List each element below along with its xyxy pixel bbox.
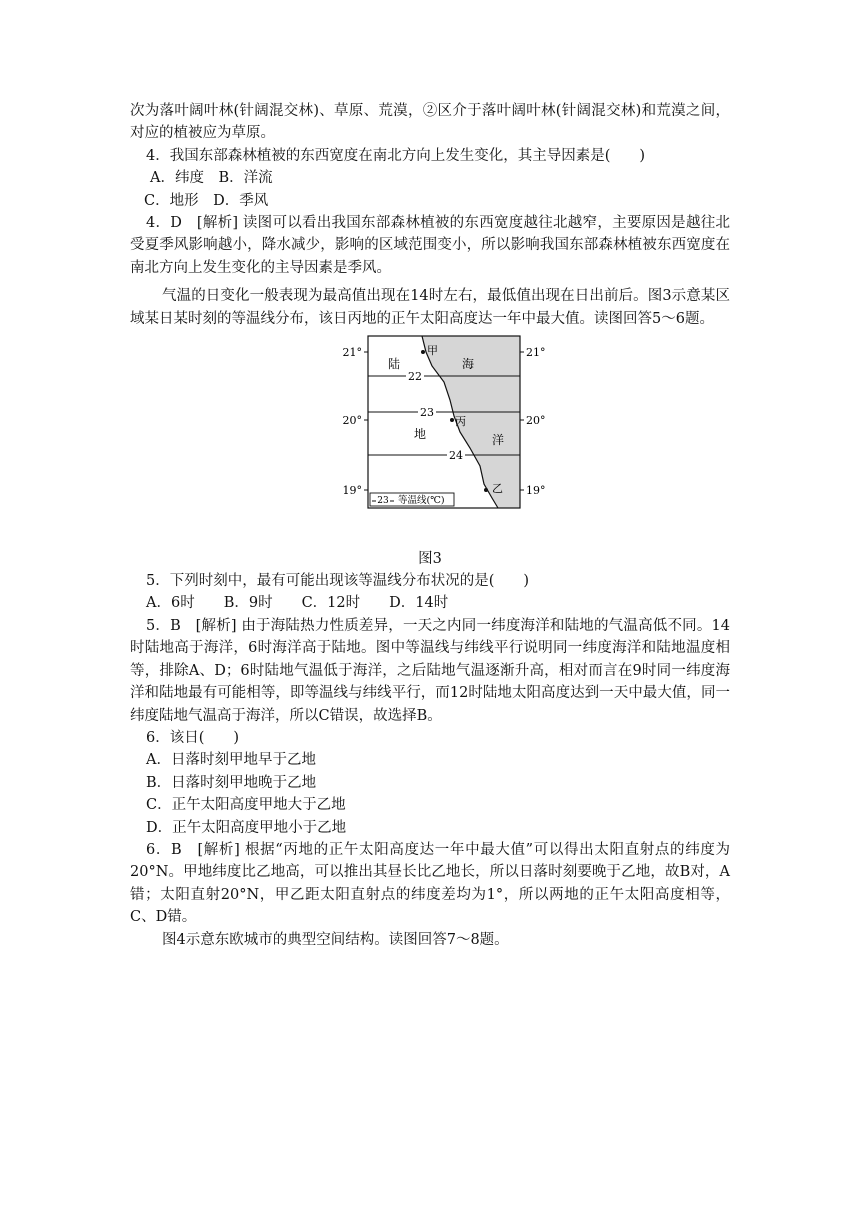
question-5-stem: 5．下列时刻中，最有可能出现该等温线分布状况的是( ) <box>146 573 530 590</box>
question-6-option-d: D．正午太阳高度甲地小于乙地 <box>146 819 347 836</box>
figure-3 <box>130 330 730 548</box>
place-jia: 甲 <box>427 344 438 358</box>
isotherm-map <box>130 330 730 548</box>
document-page <box>130 100 730 951</box>
question-6-option-a: A．日落时刻甲地早于乙地 <box>146 752 316 769</box>
place-yi: 乙 <box>492 482 503 496</box>
question-5-answer: 5．B [解析] 由于海陆热力性质差异，一天之内同一纬度海洋和陆地的气温高低不同。14时陆地高于海洋，6时海洋高于陆地。图中等温线与纬线平行说明同一纬度海洋和陆地温度相等，排除A、D；6时陆地气温低于海洋，之后陆地气温逐渐升高，相对而言在9时同一纬度海洋和陆地最有可能相等，即等温线与纬线平行，而12时陆地太阳高度达到一天中最大值，同一纬度陆地气温高于海洋，所以C错误，故选择B。 <box>130 617 730 724</box>
isotherm-label-22: 22 <box>408 370 422 384</box>
sea-char-2: 洋 <box>492 433 505 448</box>
legend-value: 23 <box>377 496 389 507</box>
lat-label-20-left: 20° <box>342 414 362 428</box>
legend-text: 等温线(℃) <box>398 495 445 507</box>
lat-label-19-left: 19° <box>342 484 362 498</box>
question-4-options-1: A．纬度 B．洋流 <box>150 170 273 187</box>
question-4-stem: 4．我国东部森林植被的东西宽度在南北方向上发生变化，其主导因素是( ) <box>146 147 646 164</box>
intro-5-6: 气温的日变化一般表现为最高值出现在14时左右，最低值出现在日出前后。图3示意某区域某日某时刻的等温线分布，该日丙地的正午太阳高度达一年中最大值。读图回答5～6题。 <box>130 288 730 327</box>
intro-7-8: 图4示意东欧城市的典型空间结构。读图回答7～8题。 <box>162 931 509 948</box>
question-5-options: A．6时 B．9时 C．12时 D．14时 <box>146 595 449 612</box>
land-char-1: 陆 <box>388 357 401 372</box>
lat-label-21-left: 21° <box>342 346 362 360</box>
place-bing: 丙 <box>455 415 466 429</box>
point-jia <box>421 350 425 354</box>
isotherm-label-23: 23 <box>420 406 434 420</box>
question-6-answer: 6．B [解析] 根据“丙地的正午太阳高度达一年中最大值”可以得出太阳直射点的纬度为20°N。甲地纬度比乙地高，可以推出其昼长比乙地长，所以日落时刻要晚于乙地，故B对，A错；太阳直射20°N，甲乙距太阳直射点的纬度差均为1°，所以两地的正午太阳高度相等，C、D错。 <box>130 841 730 926</box>
question-6-option-b: B．日落时刻甲地晚于乙地 <box>146 774 317 791</box>
isotherm-label-24: 24 <box>449 449 463 463</box>
question-4-answer: 4．D [解析] 读图可以看出我国东部森林植被的东西宽度越往北越窄，主要原因是越往北受夏季风影响越小，降水减少，影响的区域范围变小，所以影响我国东部森林植被东西宽度在南北方向上发生变化的主导因素是季风。 <box>130 215 730 276</box>
point-bing <box>450 418 454 422</box>
sea-char-1: 海 <box>462 357 475 372</box>
paragraph-top: 次为落叶阔叶林(针阔混交林)、草原、荒漠，②区介于落叶阔叶林(针阔混交林)和荒漠之间，对应的植被应为草原。 <box>130 103 730 142</box>
lat-label-20-right: 20° <box>526 414 546 428</box>
figure-3-caption: 图3 <box>418 551 442 568</box>
lat-label-19-right: 19° <box>526 484 546 498</box>
lat-label-21-right: 21° <box>526 346 546 360</box>
land-char-2: 地 <box>414 427 427 442</box>
point-yi <box>484 488 488 492</box>
question-6-option-c: C．正午太阳高度甲地大于乙地 <box>146 797 346 814</box>
question-6-stem: 6．该日( ) <box>146 729 240 746</box>
question-4-options-2: C．地形 D．季风 <box>144 192 269 209</box>
